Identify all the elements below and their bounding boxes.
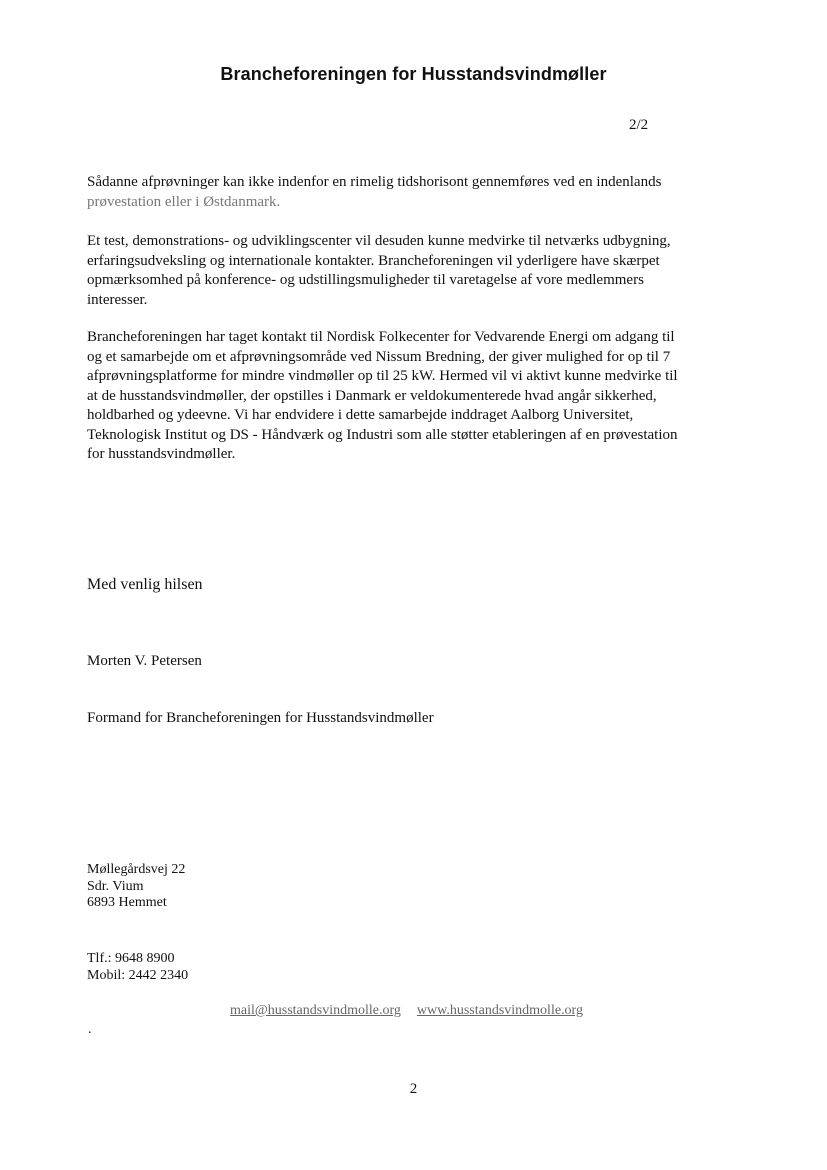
paragraph-2	[87, 232, 767, 310]
paragraph-line: interesser.	[87, 291, 148, 308]
paragraph-line: opmærksomhed på konference- og udstillingsmuligheder til varetagelse af vore medlemmers	[87, 272, 644, 288]
paragraph-line: at de husstandsvindmøller, der opstilles i Danmark er veldokumenterede hvad angår sikkerhed,	[87, 387, 657, 404]
page-indicator: 2/2	[629, 117, 649, 133]
paragraph-line: Et test, demonstrations- og udviklingscenter vil desuden kunne medvirke til netværks udbygning,	[87, 233, 671, 249]
contact-links	[230, 1003, 583, 1019]
paragraph-line: Teknologisk Institut og DS - Håndværk og Industri som alle støtter etableringen af en prøvestation	[87, 426, 678, 443]
postal-address	[87, 862, 185, 912]
document-title: Brancheforeningen for Husstandsvindmøller	[220, 64, 607, 84]
signer-role: Formand for Brancheforeningen for Husstandsvindmøller	[87, 710, 434, 726]
paragraph-line: erfaringsudveksling og internationale kontakter. Brancheforeningen vil yderligere have skærpet	[87, 252, 660, 269]
page-number: 2	[409, 1081, 418, 1097]
paragraph-line: afprøvningsplatforme for mindre vindmøller op til 25 kW. Hermed vil vi aktivt kunne medvirke til	[87, 368, 678, 384]
paragraph-1	[87, 173, 767, 212]
paragraph-line: og et samarbejde om et afprøvningsområde ved Nissum Bredning, der giver mulighed for op til 7	[87, 348, 671, 365]
address-line: Sdr. Vium	[87, 878, 144, 894]
email-link[interactable]: mail@husstandsvindmolle.org	[230, 1003, 401, 1018]
address-line: 6893 Hemmet	[87, 895, 167, 910]
website-link[interactable]: www.husstandsvindmolle.org	[416, 1003, 583, 1018]
paragraph-3	[87, 328, 767, 465]
closing-salutation: Med venlig hilsen	[87, 576, 203, 593]
paragraph-line: prøvestation eller i Østdanmark.	[87, 193, 281, 210]
mobile-phone: Mobil: 2442 2340	[87, 967, 189, 983]
phone: Tlf.: 9648 8900	[87, 951, 175, 966]
paragraph-line: Sådanne afprøvninger kan ikke indenfor en rimelig tidshorisont gennemføres ved en indenlands	[87, 174, 662, 190]
paragraph-line: holdbarhed og ydeevne. Vi har endvidere i dette samarbejde inddraget Aalborg Universitet,	[87, 407, 634, 423]
address-line: Møllegårdsvej 22	[87, 862, 186, 877]
signer-name: Morten V. Petersen	[87, 653, 202, 669]
paragraph-line: for husstandsvindmøller.	[87, 446, 236, 462]
stray-dot: .	[88, 1022, 92, 1037]
paragraph-line: Brancheforeningen har taget kontakt til Nordisk Folkecenter for Vedvarende Energi om adgang til	[87, 329, 675, 345]
phone-numbers	[87, 951, 188, 984]
